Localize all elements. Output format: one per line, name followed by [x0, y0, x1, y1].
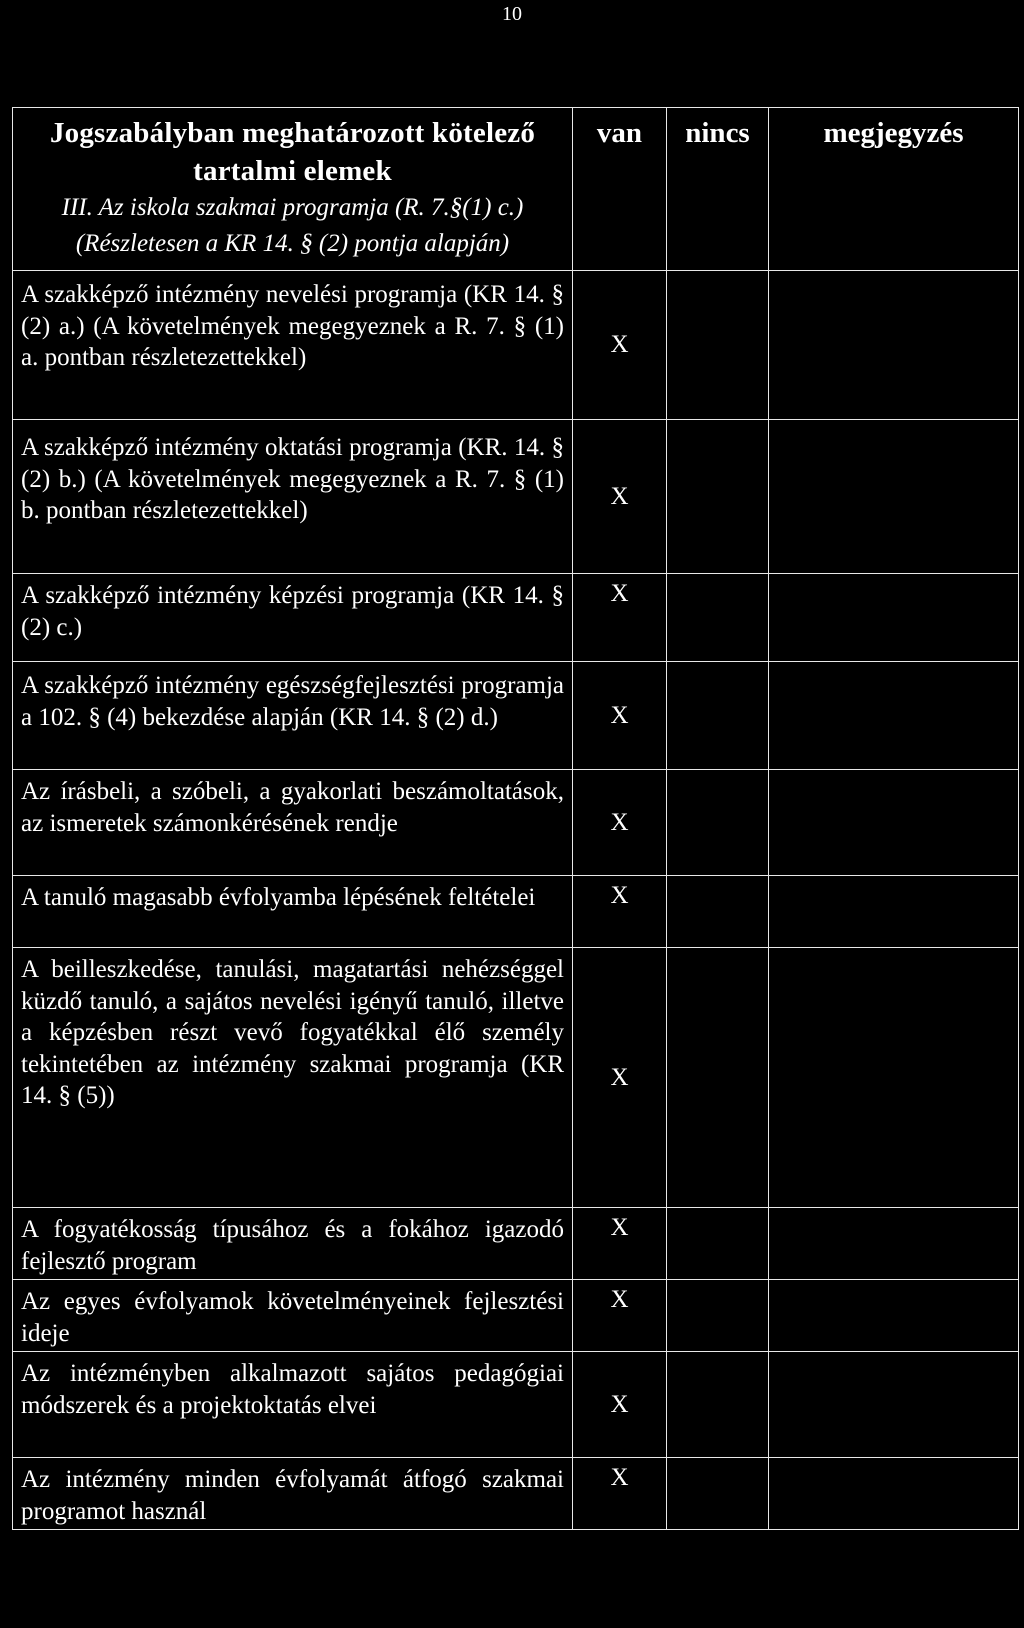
- note-cell: [769, 271, 1019, 420]
- nincs-mark: [667, 1352, 769, 1458]
- header-cell-van: [573, 108, 667, 271]
- table-row: [13, 1280, 1019, 1352]
- table-row: [13, 420, 1019, 574]
- requirement-text: A szakképző intézmény képzési programja (KR 14. § (2) c.): [21, 582, 564, 641]
- note-cell: [769, 420, 1019, 574]
- requirement-text: A fogyatékosság típusához és a fokához igazodó fejlesztő program: [21, 1216, 564, 1275]
- note-cell: [769, 662, 1019, 770]
- requirements-table: [12, 107, 1019, 1530]
- table-row: [13, 1208, 1019, 1280]
- van-mark: X: [573, 574, 667, 662]
- requirement-cell: [13, 1352, 573, 1458]
- nincs-mark: [667, 770, 769, 876]
- page-number: 10: [502, 3, 522, 25]
- note-cell: [769, 1280, 1019, 1352]
- header-cell-note: [769, 108, 1019, 271]
- table-row: [13, 574, 1019, 662]
- note-cell: [769, 1458, 1019, 1530]
- note-cell: [769, 1208, 1019, 1280]
- requirement-cell: [13, 1458, 573, 1530]
- requirement-cell: [13, 271, 573, 420]
- header-row: [13, 108, 1019, 271]
- nincs-mark: [667, 948, 769, 1208]
- table-row: [13, 876, 1019, 948]
- table-row: [13, 271, 1019, 420]
- requirement-text: A szakképző intézmény egészségfejlesztési programja a 102. § (4) bekezdése alapján (KR 14. § (2) d.): [21, 672, 564, 731]
- van-mark: X: [573, 271, 667, 420]
- nincs-mark: [667, 574, 769, 662]
- van-mark: X: [573, 1352, 667, 1458]
- requirement-text: Az intézményben alkalmazott sajátos pedagógiai módszerek és a projektoktatás elvei: [21, 1360, 564, 1419]
- note-cell: [769, 948, 1019, 1208]
- nincs-mark: [667, 662, 769, 770]
- note-cell: [769, 1352, 1019, 1458]
- nincs-mark: [667, 1208, 769, 1280]
- requirement-cell: [13, 1280, 573, 1352]
- table-row: [13, 1458, 1019, 1530]
- table-row: [13, 662, 1019, 770]
- requirement-text: Az írásbeli, a szóbeli, a gyakorlati beszámoltatások, az ismeretek számonkérésének rendje: [21, 778, 564, 837]
- requirement-cell: [13, 876, 573, 948]
- requirement-text: A szakképző intézmény oktatási programja (KR. 14. § (2) b.) (A követelmények megegyeznek a R. 7. § (1) b. pontban részletezettekkel): [21, 434, 564, 524]
- nincs-mark: [667, 1458, 769, 1530]
- requirement-text: A beilleszkedése, tanulási, magatartási nehézséggel küzdő tanuló, a sajátos nevelési igényű tanuló, illetve a képzésben részt vevő fogyatékkal élő személy tekintetében az intézmény szakmai programja (KR 14. § (5)): [21, 956, 564, 1109]
- van-mark: X: [573, 1280, 667, 1352]
- note-cell: [769, 574, 1019, 662]
- header-cell-requirement: [13, 108, 573, 271]
- van-mark: X: [573, 662, 667, 770]
- header-cell-nincs: [667, 108, 769, 271]
- requirement-cell: [13, 574, 573, 662]
- van-mark: X: [573, 1458, 667, 1530]
- header-requirement: Jogszabályban meghatározott kötelező tartalmi elemek: [49, 117, 536, 187]
- header-nincs: nincs: [685, 117, 750, 149]
- van-mark: X: [573, 876, 667, 948]
- section-title: III. Az iskola szakmai programja (R. 7.§(1) c.) (Részletesen a KR 14. § (2) pontja alapján): [61, 194, 524, 257]
- nincs-mark: [667, 420, 769, 574]
- table-row: [13, 948, 1019, 1208]
- requirement-text: Az egyes évfolyamok követelményeinek fejlesztési ideje: [21, 1288, 564, 1347]
- requirement-cell: [13, 770, 573, 876]
- requirement-cell: [13, 420, 573, 574]
- van-mark: X: [573, 420, 667, 574]
- van-mark: X: [573, 770, 667, 876]
- van-mark: X: [573, 1208, 667, 1280]
- table-row: [13, 1352, 1019, 1458]
- van-mark: X: [573, 948, 667, 1208]
- table-row: [13, 770, 1019, 876]
- requirement-cell: [13, 1208, 573, 1280]
- nincs-mark: [667, 271, 769, 420]
- note-cell: [769, 876, 1019, 948]
- note-cell: [769, 770, 1019, 876]
- nincs-mark: [667, 1280, 769, 1352]
- requirement-cell: [13, 948, 573, 1208]
- requirement-text: Az intézmény minden évfolyamát átfogó szakmai programot használ: [21, 1466, 564, 1525]
- header-note: megjegyzés: [823, 117, 964, 149]
- header-van: van: [596, 117, 643, 149]
- nincs-mark: [667, 876, 769, 948]
- requirement-text: A tanuló magasabb évfolyamba lépésének feltételei: [21, 884, 536, 911]
- requirement-text: A szakképző intézmény nevelési programja (KR 14. § (2) a.) (A követelmények megegyeznek a R. 7. § (1) a. pontban részletezettekkel): [21, 281, 564, 371]
- requirement-cell: [13, 662, 573, 770]
